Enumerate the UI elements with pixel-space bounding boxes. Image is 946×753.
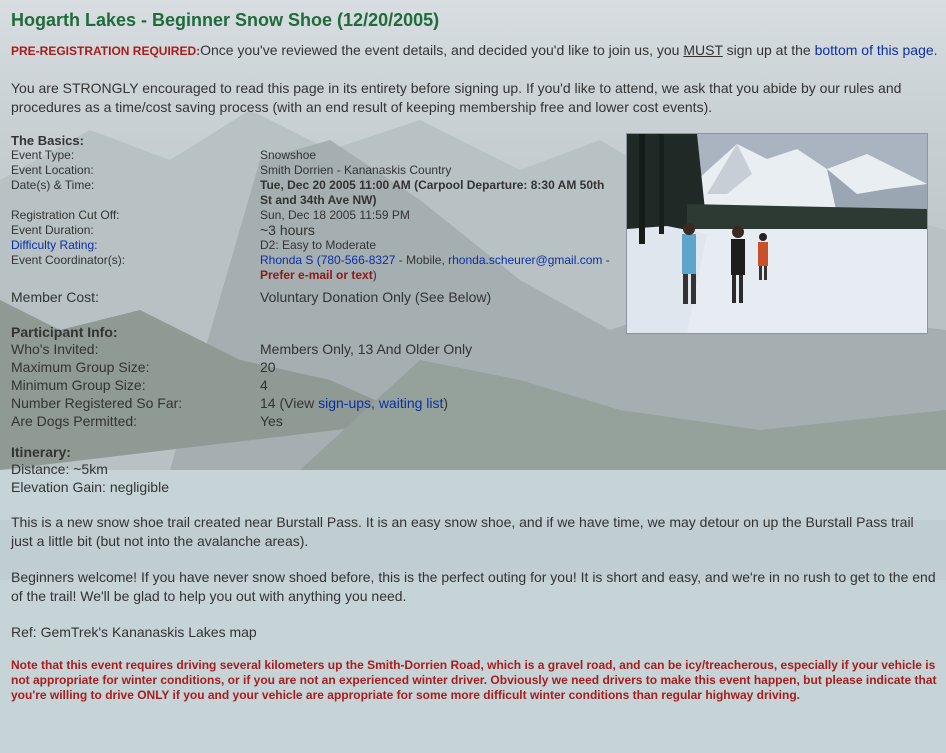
itinerary-section	[11, 444, 938, 496]
table-row	[11, 148, 612, 163]
prefer-contact-text: Prefer e-mail or text	[260, 268, 373, 282]
page-title: Hogarth Lakes - Beginner Snow Shoe (12/20/2005)	[11, 10, 440, 30]
table-row	[11, 394, 472, 412]
description-paragraph: This is a new snow shoe trail created near Burstall Pass. It is an easy snow shoe, and if we have time, we may detour on up the Burstall Pass trail just a little bit (but not into the avalanche areas).	[11, 514, 914, 549]
waiting-list-link[interactable]: waiting list	[378, 395, 444, 411]
registered-label: Number Registered So Far:	[11, 395, 183, 411]
basics-heading: The Basics:	[11, 133, 84, 148]
bottom-of-page-link[interactable]: bottom of this page	[814, 42, 934, 58]
min-group-value: 4	[260, 377, 268, 393]
member-cost-label: Member Cost:	[11, 289, 99, 305]
itinerary-heading: Itinerary:	[11, 444, 71, 460]
date-time-value: Tue, Dec 20 2005 11:00 AM (Carpool Departure: 8:30 AM 50th St and 34th Ave NW)	[260, 178, 605, 207]
pre-registration-notice: PRE-REGISTRATION REQUIRED:Once you've reviewed the event details, and decided you'd like to join us, you MUST sign up at the bottom of this page.	[11, 42, 938, 58]
event-duration-value: ~3 hours	[260, 222, 315, 238]
event-coordinator-value: Rhonda S (780-566-8327 - Mobile, rhonda.scheurer@gmail.com - Prefer e-mail or text)	[260, 253, 610, 282]
table-row	[11, 238, 612, 253]
table-row	[11, 376, 472, 394]
participant-section	[11, 324, 938, 430]
table-row	[11, 412, 472, 430]
event-type-value: Snowshoe	[260, 148, 317, 162]
registration-cutoff-value: Sun, Dec 18 2005 11:59 PM	[260, 208, 410, 222]
max-group-value: 20	[260, 359, 276, 375]
table-row	[11, 178, 612, 208]
driving-warning-note: Note that this event requires driving several kilometers up the Smith-Dorrien Road, which is a gravel road, and can be icy/treacherous, especially if your vehicle is not appropriate for winter conditions, or if you are not an experienced winter driver. Obviously we need drivers to make this event happen, but please indicate that you're willing to drive ONLY if you and your vehicle are appropriate for some more difficult winter conditions than regular highway driving.	[11, 658, 937, 702]
table-row	[11, 223, 612, 238]
beginners-paragraph: Beginners welcome! If you have never snow shoed before, this is the perfect outing for you! It is short and easy, and we're in no rush to get to the end of the trail! We'll be glad to help you out with anything you need.	[11, 569, 936, 604]
event-location-label: Event Location:	[11, 163, 94, 177]
pre-registration-label: PRE-REGISTRATION REQUIRED:	[11, 44, 201, 58]
difficulty-rating-link[interactable]: Difficulty Rating:	[11, 238, 98, 252]
member-cost-table	[11, 288, 491, 306]
table-row	[11, 340, 472, 358]
event-photo	[626, 133, 928, 334]
read-entirely-paragraph: You are STRONGLY encouraged to read this page in its entirety before signing up. If you'd like to attend, we ask that you abide by our rules and procedures as a time/cost saving process (with an end result of keeping membership free and lower cost events).	[11, 80, 902, 115]
date-time-label: Date(s) & Time:	[11, 178, 95, 192]
registered-value: 14 (View sign-ups, waiting list)	[260, 395, 449, 411]
whos-invited-value: Members Only, 13 And Older Only	[260, 341, 473, 357]
must-text: MUST	[683, 42, 723, 58]
dogs-label: Are Dogs Permitted:	[11, 413, 138, 429]
difficulty-rating-value: D2: Easy to Moderate	[260, 238, 377, 252]
distance-text: Distance: ~5km	[11, 461, 108, 477]
event-location-value: Smith Dorrien - Kananaskis Country	[260, 163, 452, 177]
basics-section	[11, 133, 938, 306]
table-row	[11, 208, 612, 223]
event-type-label: Event Type:	[11, 148, 75, 162]
participant-table	[11, 340, 472, 430]
registration-cutoff-label: Registration Cut Off:	[11, 208, 120, 222]
event-duration-label: Event Duration:	[11, 223, 94, 237]
coordinator-phone: (780-566-8327	[313, 253, 396, 267]
coordinator-email-link[interactable]: rhonda.scheurer@gmail.com	[448, 253, 603, 267]
max-group-label: Maximum Group Size:	[11, 359, 150, 375]
map-reference: Ref: GemTrek's Kananaskis Lakes map	[11, 624, 257, 640]
table-row	[11, 253, 612, 283]
elevation-text: Elevation Gain: negligible	[11, 479, 169, 495]
min-group-label: Minimum Group Size:	[11, 377, 146, 393]
signups-link[interactable]: sign-ups	[318, 395, 372, 411]
table-row	[11, 163, 612, 178]
member-cost-value: Voluntary Donation Only (See Below)	[260, 289, 492, 305]
table-row	[11, 358, 472, 376]
whos-invited-label: Who's Invited:	[11, 341, 99, 357]
coordinator-name-link[interactable]: Rhonda S	[260, 253, 314, 267]
event-coordinator-label: Event Coordinator(s):	[11, 253, 126, 267]
snowshoe-photo-icon	[627, 134, 927, 333]
basics-table	[11, 148, 612, 283]
participant-heading: Participant Info:	[11, 324, 118, 340]
dogs-value: Yes	[260, 413, 283, 429]
table-row	[11, 288, 491, 306]
